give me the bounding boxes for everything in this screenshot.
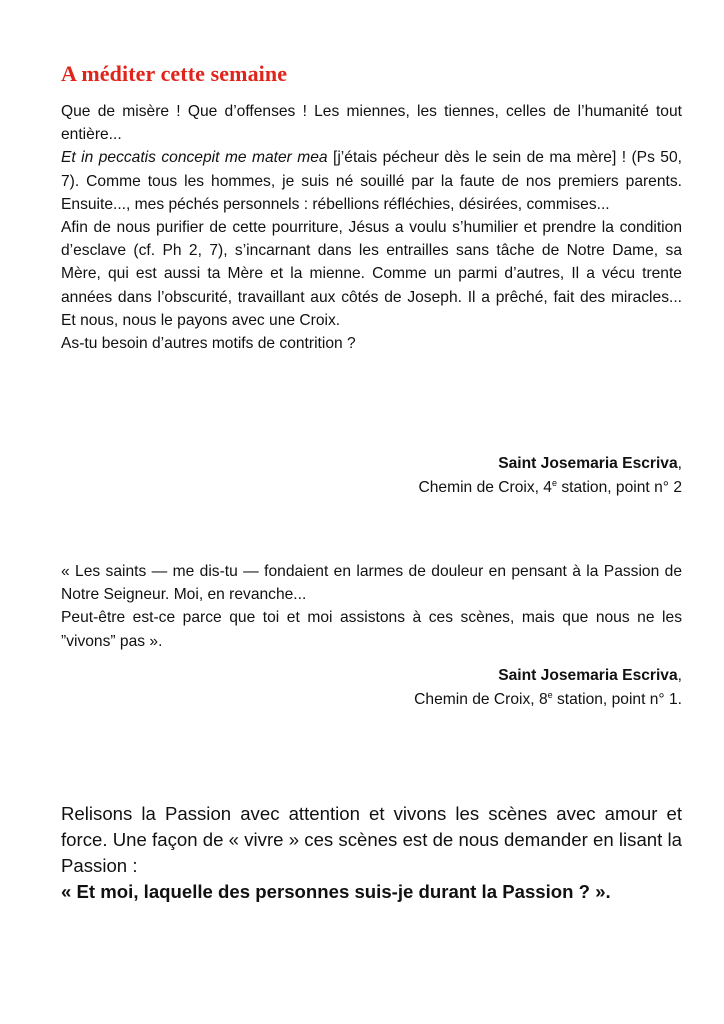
signature-1-source-sup: e bbox=[551, 477, 557, 488]
signature-1-comma: , bbox=[677, 455, 682, 472]
signature-2-author: Saint Josemaria Escriva bbox=[498, 667, 678, 684]
closing-reflection bbox=[61, 801, 682, 905]
quote1-paragraph-4: As-tu besoin d’autres motifs de contrition ? bbox=[61, 335, 356, 353]
signature-1-author: Saint Josemaria Escriva bbox=[498, 455, 678, 472]
signature-1-source-prefix: Chemin de Croix, 4 bbox=[418, 478, 552, 496]
signature-2-source bbox=[61, 688, 682, 712]
signature-1 bbox=[61, 452, 682, 499]
signature-2-comma: , bbox=[677, 667, 682, 684]
signature-2-source-prefix: Chemin de Croix, 8 bbox=[414, 690, 548, 708]
quote2-paragraph-2: Peut-être est-ce parce que toi et moi assistons à ces scènes, mais que nous ne les ”vivons” pas ». bbox=[61, 609, 682, 650]
signature-2-source-suffix: station, point n° 1. bbox=[552, 690, 682, 708]
closing-paragraph: Relisons la Passion avec attention et vivons les scènes avec amour et force. Une façon de « vivre » ces scènes est de nous demander en lisant la Passion : bbox=[61, 803, 682, 876]
latin-citation: Et in peccatis concepit me mater mea bbox=[61, 149, 328, 167]
quote1-paragraph-2-rest: [j’étais pécheur dès le sein de ma mère] ! (Ps 50, 7). Comme tous les hommes, je suis né souillé par la faute de nos premiers parents. Ensuite..., mes péchés personnels : rébellions réfléchies, désirées, commises... bbox=[61, 149, 682, 213]
page-title: A méditer cette semaine bbox=[61, 60, 288, 86]
signature-2-source-sup: e bbox=[547, 689, 553, 700]
quote2-paragraph-1: « Les saints — me dis-tu — fondaient en larmes de douleur en pensant à la Passion de Notre Seigneur. Moi, en revanche... bbox=[61, 563, 682, 604]
quote1-paragraph-1: Que de misère ! Que d’offenses ! Les miennes, les tiennes, celles de l’humanité tout entière... bbox=[61, 103, 682, 144]
signature-1-author-line bbox=[61, 452, 682, 476]
signature-2-author-line bbox=[61, 664, 682, 688]
quote1-paragraph-2 bbox=[61, 146, 682, 216]
closing-question: « Et moi, laquelle des personnes suis-je durant la Passion ? ». bbox=[61, 881, 611, 902]
signature-1-source-suffix: station, point n° 2 bbox=[556, 478, 682, 496]
meditation-quote-1 bbox=[61, 100, 682, 355]
meditation-quote-2 bbox=[61, 560, 682, 653]
signature-1-source bbox=[61, 476, 682, 500]
quote1-paragraph-3: Afin de nous purifier de cette pourriture, Jésus a voulu s’humilier et prendre la condition d’esclave (cf. Ph 2, 7), s’incarnant dans les entrailles sans tâche de Notre Dame, sa Mère, qui est aussi ta Mère et la mienne. Comme un parmi d’autres, Il a vécu trente années dans l’obscurité, travaillant aux côtés de Joseph. Il a prêché, fait des miracles... Et nous, nous le payons avec une Croix. bbox=[61, 219, 682, 329]
signature-2 bbox=[61, 664, 682, 711]
